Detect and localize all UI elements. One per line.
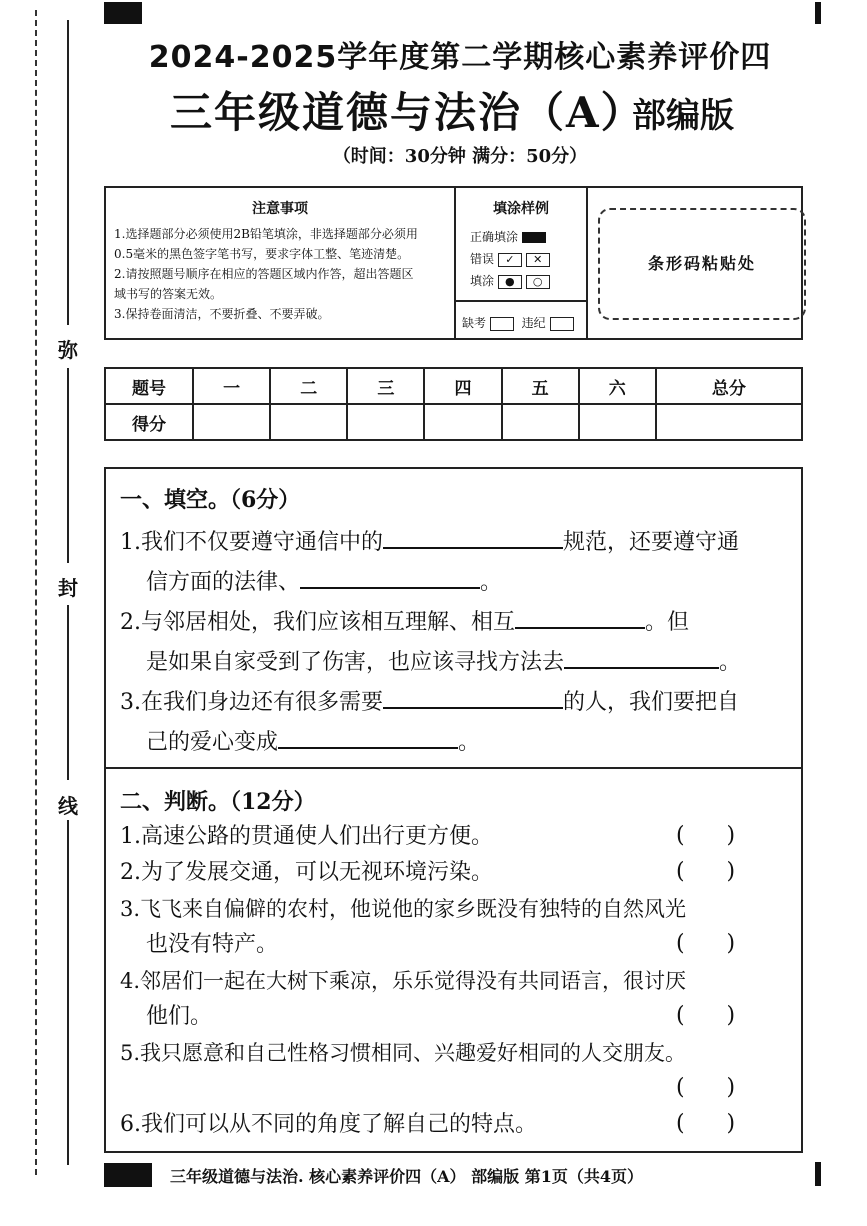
wrong-fill-row-2 [470, 272, 550, 289]
fill-question-2-line2 [146, 645, 741, 677]
fill-sample-heading: 填涂样例 [493, 201, 549, 217]
judge-question-3-line2: 也没有特产。 [146, 932, 279, 957]
notice-item: 3.保持卷面清洁，不要折叠、不要弄破。 [114, 307, 330, 321]
score-table [104, 367, 803, 441]
fill-question-1-line2 [146, 565, 502, 597]
violation-checkbox[interactable] [550, 317, 574, 331]
correct-fill-label: 正确填涂 [470, 230, 519, 244]
page-footer: 三年级道德与法治. 核心素养评价四（A） 部编版 第1页（共4页） [170, 1167, 643, 1186]
notice-item: 0.5毫米的黑色签字笔书写，要求字体工整、笔迹清楚。 [114, 247, 410, 261]
barcode-column [588, 188, 801, 338]
answer-parentheses[interactable]: ( ) [676, 1075, 736, 1100]
violation-label: 违纪 [521, 316, 546, 330]
answer-parentheses[interactable]: ( ) [676, 823, 736, 848]
score-cell[interactable] [270, 404, 347, 440]
barcode-area: 条形码粘贴处 [598, 208, 806, 320]
answer-blank[interactable] [564, 645, 719, 669]
subject-title: 三年级道德与法治（A） [170, 88, 645, 137]
question-text: 的人，我们要把自 [563, 690, 740, 715]
section-divider [106, 767, 801, 769]
question-text: 。但 [645, 610, 690, 635]
fill-sample-column [456, 188, 588, 338]
edition-label: 部编版 [632, 96, 734, 136]
binding-char-mi: 弥 [58, 338, 78, 362]
corner-mark-bottom-left [104, 1163, 152, 1187]
time-score-info: （时间：30分钟 满分：50分） [332, 146, 588, 167]
notice-item: 域书写的答案无效。 [114, 287, 223, 301]
score-header-cell: 六 [579, 368, 656, 404]
correct-fill-row [470, 228, 546, 245]
question-text: 2.与邻居相处，我们应该相互理解、相互 [120, 610, 515, 635]
question-text: 3.在我们身边还有很多需要 [120, 690, 383, 715]
fill-question-1-line1 [120, 525, 739, 557]
answer-blank[interactable] [300, 565, 480, 589]
dot-fill-icon: ● [498, 275, 522, 289]
notice-heading: 注意事项 [252, 201, 308, 217]
score-header-cell: 四 [424, 368, 501, 404]
question-text: 。 [719, 650, 742, 675]
question-text: 规范，还要遵守通 [563, 530, 740, 555]
question-text: 1.我们不仅要遵守通信中的 [120, 530, 383, 555]
fill-question-2-line1 [120, 605, 689, 637]
score-header-cell: 题号 [105, 368, 193, 404]
binding-char-xian: 线 [58, 794, 78, 818]
notice-box [104, 186, 803, 340]
absent-checkbox[interactable] [490, 317, 514, 331]
answer-blank[interactable] [383, 685, 563, 709]
corner-mark-top-right [815, 2, 821, 24]
question-text: 己的爱心变成 [146, 730, 279, 755]
answer-blank[interactable] [278, 725, 458, 749]
score-header-cell: 二 [270, 368, 347, 404]
score-header-cell: 一 [193, 368, 270, 404]
corner-mark-top-left [104, 2, 142, 24]
judge-question-1: 1.高速公路的贯通使人们出行更方便。 [120, 824, 493, 849]
question-text: 。 [480, 570, 503, 595]
answer-blank[interactable] [383, 525, 563, 549]
judge-question-6: 6.我们可以从不同的角度了解自己的特点。 [120, 1112, 537, 1137]
wrong-fill-label-2: 填涂 [470, 274, 495, 288]
judge-question-3-line1: 3.飞飞来自偏僻的农村，他说他的家乡既没有独特的自然风光 [120, 897, 687, 921]
wrong-fill-label: 错误 [470, 252, 495, 266]
notice-item: 1.选择题部分必须使用2B铅笔填涂，非选择题部分必须用 [114, 227, 418, 241]
score-header-cell: 总分 [656, 368, 802, 404]
corner-mark-bottom-right [815, 1162, 821, 1186]
score-cell[interactable] [424, 404, 501, 440]
judge-question-4-line2: 他们。 [146, 1004, 213, 1029]
binding-dashed-line [35, 10, 37, 1175]
answer-parentheses[interactable]: ( ) [676, 1111, 736, 1136]
score-cell[interactable] [347, 404, 424, 440]
binding-char-feng: 封 [58, 576, 78, 600]
circle-fill-icon: ○ [526, 275, 550, 289]
notice-column [106, 188, 456, 338]
score-cell[interactable] [502, 404, 579, 440]
question-text: 信方面的法律、 [146, 570, 301, 595]
score-table-header-row [105, 368, 802, 404]
filled-box-icon [522, 232, 546, 243]
score-header-cell: 五 [502, 368, 579, 404]
exam-title: 2024-2025学年度第二学期核心素养评价四 [148, 40, 772, 75]
section1-title: 一、填空。（6分） [120, 487, 301, 513]
binding-line-3 [67, 605, 69, 780]
score-table-score-row [105, 404, 802, 440]
absent-violation-row [462, 314, 574, 331]
answer-parentheses[interactable]: ( ) [676, 1003, 736, 1028]
judge-question-5: 5.我只愿意和自己性格习惯相同、兴趣爱好相同的人交朋友。 [120, 1041, 687, 1065]
cross-mark-icon: ✕ [526, 253, 550, 267]
binding-line-2 [67, 368, 69, 563]
question-text: 。 [458, 730, 481, 755]
score-cell[interactable] [656, 404, 802, 440]
fill-question-3-line2 [146, 725, 480, 757]
wrong-fill-row [470, 250, 550, 267]
section2-title: 二、判断。（12分） [120, 789, 316, 815]
question-area [104, 467, 803, 1153]
score-cell[interactable] [579, 404, 656, 440]
answer-parentheses[interactable]: ( ) [676, 859, 736, 884]
answer-blank[interactable] [515, 605, 645, 629]
score-row-label: 得分 [105, 404, 193, 440]
check-mark-icon: ✓ [498, 253, 522, 267]
score-cell[interactable] [193, 404, 270, 440]
question-text: 是如果自家受到了伤害，也应该寻找方法去 [146, 650, 565, 675]
judge-question-4-line1: 4.邻居们一起在大树下乘凉，乐乐觉得没有共同语言，很讨厌 [120, 969, 687, 993]
score-header-cell: 三 [347, 368, 424, 404]
answer-parentheses[interactable]: ( ) [676, 931, 736, 956]
binding-line-4 [67, 820, 69, 1165]
binding-line-1 [67, 20, 69, 325]
judge-question-2: 2.为了发展交通，可以无视环境污染。 [120, 860, 493, 885]
notice-item: 2.请按照题号顺序在相应的答题区域内作答，超出答题区 [114, 267, 414, 281]
fill-question-3-line1 [120, 685, 739, 717]
absent-label: 缺考 [462, 316, 487, 330]
